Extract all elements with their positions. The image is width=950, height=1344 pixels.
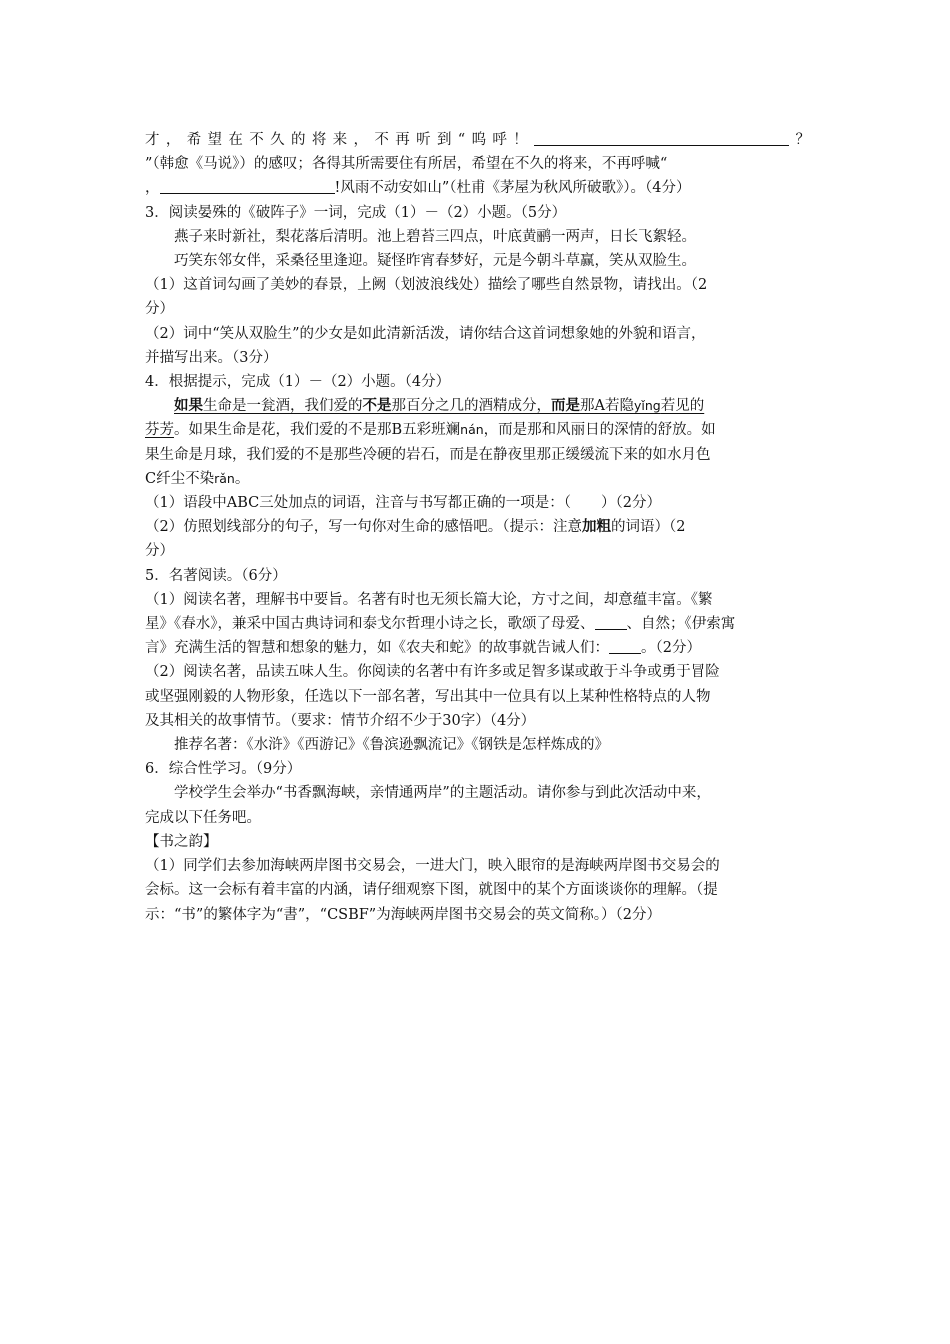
- q5-sub2-line-2: 或坚强刚毅的人物形象，任选以下一部名著，写出其中一位具有以上某种性格特点的人物: [145, 688, 711, 705]
- q6-heading: 6．综合性学习。（9分）: [145, 761, 302, 778]
- q4-passage-line-4: [145, 467, 810, 491]
- q2-text: 才，希望在不久的将来，不再听到“呜呼！: [145, 132, 535, 148]
- recommended-books: 推荐名著：《水浒》《西游记》《鲁滨逊飘流记》《钢铁是怎样炼成的》: [174, 737, 609, 754]
- q3-heading: 3．阅读晏殊的《破阵子》一词，完成（1）－（2）小题。（5分）: [145, 204, 567, 221]
- q4-passage-line-2: [145, 418, 810, 442]
- section-title: 【书之韵】: [145, 833, 218, 850]
- q3-sub1-line-2: 分）: [145, 301, 174, 318]
- poem-line-1: 燕子来时新社，梨花落后清明。池上碧苔三四点，叶底黄鹂一两声，日长飞絮轻。: [174, 228, 696, 245]
- q5-text: 星》《春水》，兼采中国古典诗词和泰戈尔哲理小诗之长，歌颂了母爱、: [145, 616, 595, 633]
- answer-blank[interactable]: [609, 638, 641, 654]
- q6-intro-line-1: 学校学生会举办“书香飘海峡，亲情通两岸”的主题活动。请你参与到此次活动中来，: [174, 785, 711, 802]
- q3-sub2-line-1: （2）词中“笑从双脸生”的少女是如此清新活泼，请你结合这首词想象她的外貌和语言，: [145, 325, 706, 342]
- q5-sub1-line-3: [145, 636, 810, 660]
- q4-sub2-text: （2）仿照划线部分的句子，写一句你对生命的感悟吧。（提示：注意: [145, 519, 582, 536]
- q5-sub1-line-2: [145, 612, 810, 636]
- q5-sub1-line-1: （1）阅读名著，理解书中要旨。名著有时也无须长篇大论，方寸之间，却意蕴丰富。《繁: [145, 591, 713, 608]
- q2-line-1: [145, 128, 810, 152]
- bold-word: 加粗: [581, 518, 611, 536]
- q5-text: 言》充满生活的智慧和想象的魅力，如《农夫和蛇》的故事就告诫人们：: [145, 640, 609, 657]
- document-page: [145, 128, 810, 927]
- q4-sub1-text: ）（2分）: [600, 495, 661, 512]
- poem-line-2: 巧笑东邻女伴，采桑径里逢迎。疑怪昨宵春梦好，元是今朝斗草赢，笑从双脸生。: [174, 253, 696, 270]
- q4-sub1: [145, 491, 810, 515]
- q2-line-2: ”（韩愈《马说》）的感叹；各得其所需要住有所居，希望在不久的将来，不再呼喊“: [145, 156, 668, 173]
- passage-text: 。如果生命是花，我们爱的不是那B五彩班斓: [174, 422, 461, 439]
- q6-intro-line-2: 完成以下任务吧。: [145, 809, 261, 826]
- q4-heading: 4．根据提示，完成（1）－（2）小题。（4分）: [145, 374, 451, 391]
- q6-sub1-line-3: 示：“书”的繁体字为“書”，“CSBF”为海峡两岸图书交易会的英文简称。）（2分）: [145, 906, 661, 923]
- passage-text: 那A若隐: [580, 398, 634, 415]
- q4-passage-line-3: 果生命是月球，我们爱的不是那些冷硬的岩石，而是在静夜里那正缓缓流下来的如水月色: [145, 446, 711, 463]
- q2-text: ，: [145, 180, 160, 197]
- pinyin: rǎn: [214, 470, 235, 486]
- q2-line-3: [145, 176, 810, 200]
- q5-sub2-line-3: 及其相关的故事情节。（要求：情节介绍不少于30字）（4分）: [145, 712, 536, 729]
- bold-word: 如果: [174, 397, 203, 415]
- passage-text: C纤尘不染: [145, 470, 215, 487]
- answer-blank[interactable]: [160, 178, 335, 194]
- underlined-word: 芬芳: [145, 422, 174, 439]
- passage-text: 若见的: [660, 398, 705, 415]
- passage-text: ，而是那和风丽日的深情的舒放。如: [483, 422, 716, 439]
- q5-text: 、自然；《伊索寓: [626, 616, 736, 633]
- q6-sub1-line-1: （1）同学们去参加海峡两岸图书交易会，一进大门，映入眼帘的是海峡两岸图书交易会的: [145, 858, 720, 875]
- passage-text: 生命是一瓮酒，我们爱的: [203, 398, 363, 415]
- bold-word: 而是: [551, 397, 580, 415]
- answer-blank[interactable]: [595, 614, 627, 630]
- q4-sub1-text: （1）语段中ABC三处加点的词语，注音与书写都正确的一项是：（: [145, 495, 571, 512]
- q5-heading: 5．名著阅读。（6分）: [145, 567, 287, 584]
- q3-sub2-line-2: 并描写出来。（3分）: [145, 349, 278, 366]
- q5-sub2-line-1: （2）阅读名著，品读五味人生。你阅读的名著中有许多或足智多谋或敢于斗争或勇于冒险: [145, 664, 720, 681]
- passage-text: 。: [234, 470, 250, 487]
- q4-passage-line-1: [145, 394, 810, 418]
- q3-sub1-line-1: （1）这首词勾画了美妙的春景，上阙（划波浪线处）描绘了哪些自然景物，请找出。（2: [145, 277, 708, 294]
- passage-text: 那百分之几的酒精成分，: [391, 398, 551, 415]
- q4-sub2-line-2: 分）: [145, 543, 174, 560]
- q2-text: !风雨不动安如山”（杜甫《茅屋为秋风所破歌》）。（4分）: [334, 180, 691, 197]
- underlined-sentence: [174, 398, 704, 414]
- bold-word: 不是: [362, 397, 392, 415]
- q4-sub2-line-1: [145, 515, 810, 539]
- pinyin: nán: [460, 422, 484, 438]
- q2-text: ？: [789, 132, 810, 148]
- q5-text: 。（2分）: [641, 640, 701, 657]
- answer-blank[interactable]: [534, 130, 789, 146]
- q4-sub2-text: 的词语）（2: [610, 519, 686, 536]
- q6-sub1-line-2: 会标。这一会标有着丰富的内涵，请仔细观察下图，就图中的某个方面谈谈你的理解。（提: [145, 882, 718, 899]
- pinyin: yǐng: [633, 398, 661, 414]
